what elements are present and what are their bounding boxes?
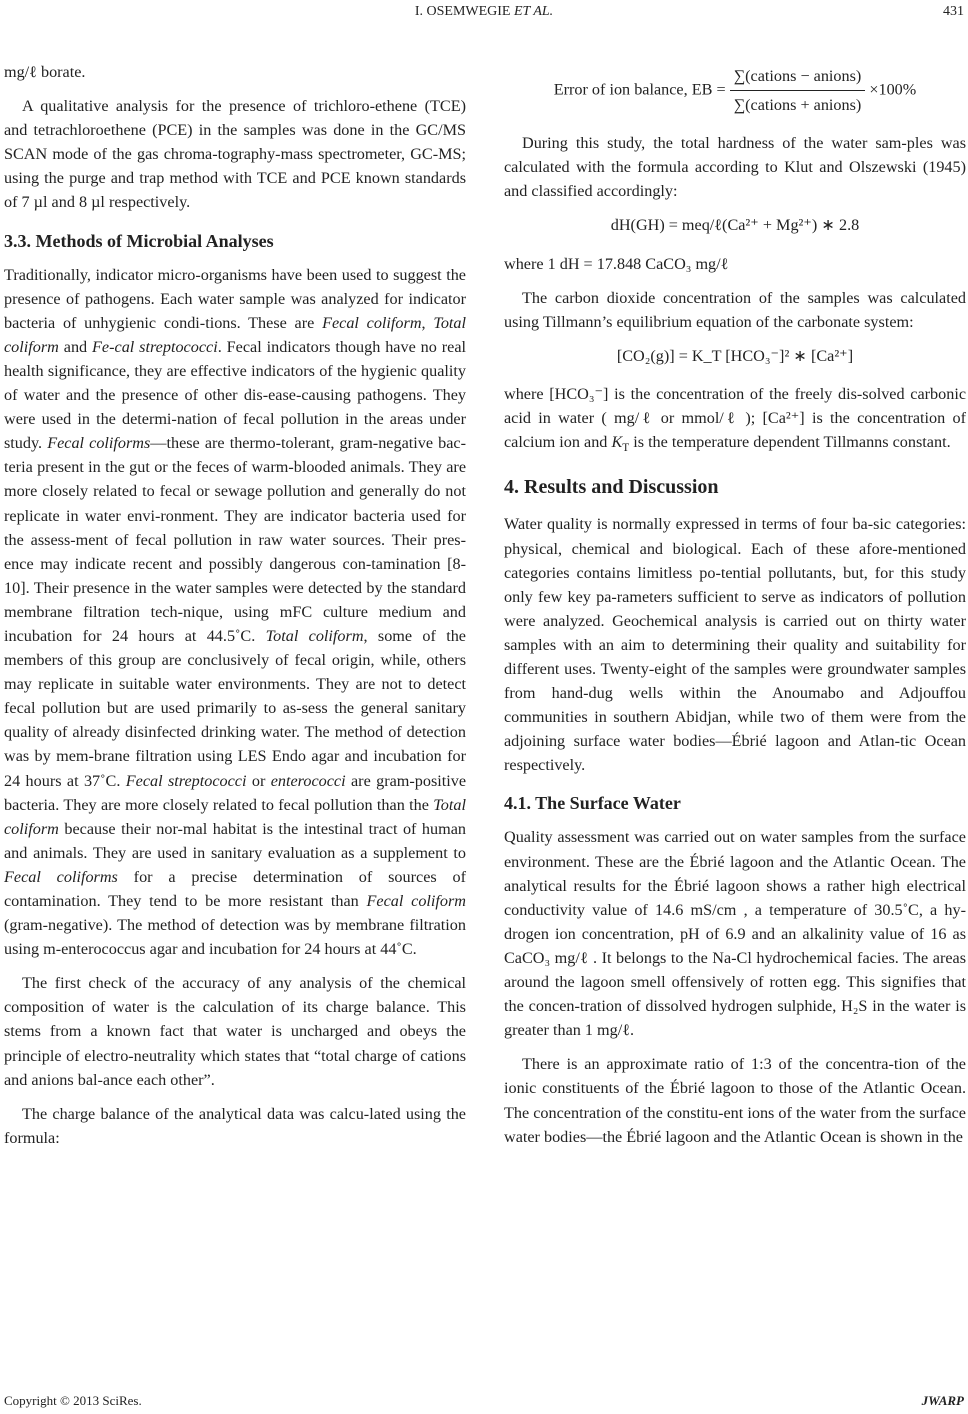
section-heading-4-1: 4.1. The Surface Water	[504, 793, 681, 814]
section-heading-3-3: 3.3. Methods of Microbial Analyses	[4, 230, 274, 251]
right-column	[504, 60, 966, 1159]
equation-tillmann: [CO₂(g)] = K_T [HCO₃⁻]² ∗ [Ca²⁺]	[616, 346, 854, 365]
running-header	[0, 4, 968, 24]
section-heading-4: 4. Results and Discussion	[504, 476, 719, 499]
paragraph-surface-water: Quality assessment was carried out on water samples from the surface environment. These are the Ébrié lagoon and the Atlantic Ocean. The analytical results for the Ébrié lagoon shows a rather high electrical conductivity value of 14.6 mS/cm , a temperature of 30.5˚C, a hy-drogen ion concentration, pH of 6.9 and an alkalinity value of 16 as CaCO₃ mg/ℓ . It belongs to the Na-Cl hydrochemical facies. The areas around the lagoon smell offensively of rotten egg. This signifies that the concen-tration of dissolved hydrogen sulphide, H₂S in the water is greater than 1 mg/ℓ.	[504, 828, 966, 1040]
paragraph-hardness: During this study, the total hardness of the water sam-ples was calculated with the formula according to Klut and Olszewski (1945) and classified accordingly:	[504, 134, 966, 201]
author-name: I. OSEMWEGIE	[414, 4, 511, 19]
page-number: 431	[943, 4, 964, 19]
equation-hardness: dH(GH) = meq/ℓ(Ca²⁺ + Mg²⁺) ∗ 2.8	[610, 216, 860, 235]
left-column	[4, 60, 466, 1160]
paragraph-microbial: Traditionally, indicator micro-organisms have been used to suggest the presence of pathogens. Each water sample was analyzed for indicator bacteria of unhygienic condi-tions. These are Fecal coliform, Total coliform and Fe-cal streptococci. Fecal indicators though have no real health significance, they are effective indicators of the hygienic quality of water and the presence of other dis-ease-causing pathogens. They were used in the determi-nation of fecal pollution in the areas under study. Fecal coliforms—these are thermo-tolerant, gram-negative bac-teria present in the gut or the feces of warm-blooded animals. They are more closely related to fecal or sewage pollution and generally do not replicate in water envi-ronment. They are indicator bacteria used for the assess-ment of fecal pollution in raw water sources. Their pres-ence may indicate recent and possibly dangerous con-tamination [8-10]. Their presence in the water samples were detected by the standard membrane filtration tech-nique, using mFC culture medium and incubation for 24 hours at 44.5˚C. Total coliform, some of the members of this group are conclusively of fecal origin, while, others may replicate in suitable water environments. They are not to detect fecal pollution but are used primarily to as-sess the general sanitary quality of already disinfected drinking water. The method of detection was by mem-brane filtration using LES Endo agar and incubation for 24 hours at 37˚C. Fecal streptococci or enterococci are gram-positive bacteria. They are more closely related to fecal pollution than the Total coliform because their nor-mal habitat is the intestinal tract of human and animals. They are used in sanitary evaluation as a supplement to Fecal coliforms for a precise determination of sources of contamination. They tend to be more resistant than Fecal coliform (gram-negative). The method of detection was by membrane filtration using m-enterococcus agar and incubation for 24 hours at 44˚C.	[4, 265, 467, 959]
paragraph-tce-pce: A qualitative analysis for the presence of trichloro-ethene (TCE) and tetrachloroethene (PCE) in the samples was done in the GC/MS SCAN mode of the gas chroma-tography-mass spectrometer, GC-MS; using the purge and trap method with TCE and PCE known standards of 7 µl and 8 µl respectively.	[4, 97, 466, 212]
paragraph-charge-balance: The first check of the accuracy of any analysis of the chemical composition of water is the calculation of its charge balance. This stems from a known fact that water is uncharged and obeys the principle of electro-neutrality which states that “total charge of cations and anions bal-ance each other”.	[4, 974, 466, 1089]
where-hco3: where [HCO₃⁻] is the concentration of the freely dis-solved carbonic acid in water ( mg/ℓ or mmol/ℓ ); [Ca²⁺] is the concentration of calcium ion and $K_T$ is the temperature dependent Tillmanns constant.	[504, 384, 966, 455]
journal-name: JWARP	[921, 1393, 964, 1408]
unit-line: mg/ℓ borate.	[4, 63, 86, 81]
page-footer	[4, 1393, 964, 1409]
et-al: ET AL.	[513, 4, 554, 19]
copyright: Copyright © 2013 SciRes.	[4, 1393, 142, 1408]
paragraph-water-quality: Water quality is normally expressed in terms of four ba-sic categories: physical, chemical and biological. Each of these afore-mentioned categories contains limitless po-tential pollutants, but, for this study only few key pa-rameters sufficient to serve as indicators of pollution were analyzed. Geochemical analysis is carried out on thirty water samples with an aim to determining their quality and suitability for different uses. Twenty-eight of the samples were groundwater samples from hand-dug wells within the Anoumabo and Adjouffou communities in southern Abidjan, while two of them were from the adjoining surface water bodies—Ébrié lagoon and Atlan-tic Ocean respectively.	[504, 515, 966, 775]
paragraph-formula-intro: The charge balance of the analytical data was calcu-lated using the formula:	[4, 1104, 466, 1147]
where-dh: where 1 dH = 17.848 CaCO₃ mg/ℓ	[504, 254, 729, 273]
paragraph-co2: The carbon dioxide concentration of the samples was calculated using Tillmann’s equilibrium equation of the carbonate system:	[504, 288, 966, 331]
equation-ion-balance: Error of ion balance, EB = $\frac{\text{∑(cations − anions)}}{\text{∑(cations + anions)}}$ ×100%	[504, 64, 966, 117]
paragraph-ratio: There is an approximate ratio of 1:3 of the concentra-tion of the ionic constituents of the Ébrié lagoon to those of the Atlantic Ocean. The concentration of the constitu-ent ions of the water from the surface water bodies—the Ébrié lagoon and the Atlantic Ocean is shown in the	[504, 1055, 966, 1146]
running-title	[0, 4, 968, 20]
